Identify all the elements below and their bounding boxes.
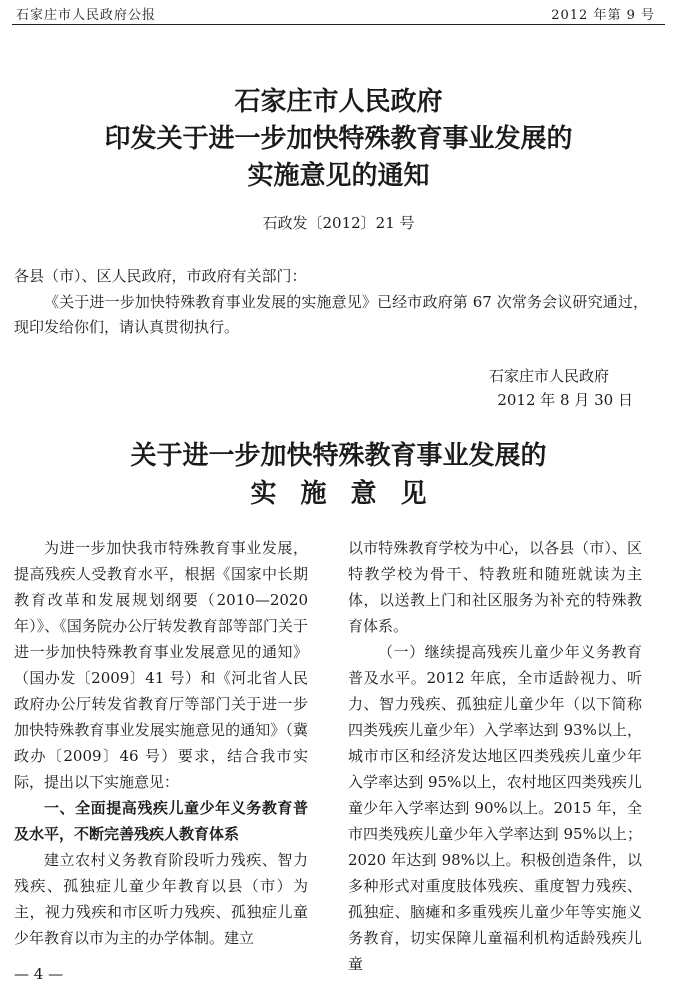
notice-title — [0, 84, 677, 195]
notice-title-line: 实施意见的通知 — [247, 161, 430, 191]
paragraph: 建立农村义务教育阶段听力残疾、智力残疾、孤独症儿童少年教育以县（市）为主，视力残疾和市区听力残疾、孤独症儿童少年教育以市为主的办学体制。建立 — [14, 851, 308, 947]
header-rule — [12, 24, 665, 25]
subsection-heading: （一）继续提高残疾儿童少年义务教育普及水平。 — [348, 643, 642, 687]
section-heading: 一、全面提高残疾儿童少年义务教育普及水平，不断完善残疾人教育体系 — [14, 799, 308, 843]
notice-body: 《关于进一步加快特殊教育事业发展的实施意见》已经市政府第 67 次常务会议研究通过，现印发给你们，请认真贯彻执行。 — [14, 293, 648, 336]
document-number: 石政发〔2012〕21 号 — [262, 214, 415, 232]
paragraph: 以市特殊教育学校为中心，以各县（市）、区特教学校为骨干、特教班和随班就读为主体，以送教上门和社区服务为补充的特殊教育体系。 — [348, 539, 642, 635]
opinion-title — [0, 437, 677, 513]
addressee: 各县（市）、区人民政府，市政府有关部门： — [14, 267, 307, 285]
running-header-issue: 2012 年第 9 号 — [551, 8, 655, 23]
opinion-title-line2: 实施意见 — [250, 479, 451, 509]
column-right — [348, 535, 642, 977]
signature-issuer: 石家庄市人民政府 — [488, 367, 609, 385]
subsection-text: 2012 年底，全市适龄视力、听力、智力残疾、孤独症儿童少年（以下简称四类残疾儿童少年）入学率达到 93%以上，城市市区和经济发达地区四类残疾儿童少年入学率达到 95%以上，农村地区四类残疾儿童少年入学率达到 90%以上。2015 年，全市四类残疾儿童少年入学率达到 95%以上；2020 年达到 98%以上。积极创造条件，以多种形式对重度肢体残疾、重度智力残疾、孤独症、脑瘫和多重残疾儿童少年等实施义务教育，切实保障儿童福利机构适龄残疾儿童 — [348, 669, 642, 973]
signature-date: 2012 年 8 月 30 日 — [497, 391, 633, 409]
opinion-title-line1: 关于进一步加快特殊教育事业发展的 — [130, 441, 547, 471]
notice-title-line: 印发关于进一步加快特殊教育事业发展的 — [104, 124, 573, 154]
intro-paragraph: 为进一步加快我市特殊教育事业发展，提高残疾人受教育水平，根据《国家中长期教育改革和发展规划纲要（2010—2020 年）》、《国务院办公厅转发教育部等部门关于进一步加快特殊教育事业发展意见的通知》（国办发〔2009〕41 号）和《河北省人民政府办公厅转发省教育厅等部门关于进一步加快特殊教育事业发展实施意见的通知》（冀政办〔2009〕46 号）要求，结合我市实际，提出以下实施意见： — [14, 539, 308, 791]
column-left — [14, 535, 308, 951]
notice-title-line: 石家庄市人民政府 — [234, 87, 443, 117]
page-number: — 4 — — [14, 965, 64, 983]
running-header-title: 石家庄市人民政府公报 — [16, 8, 157, 23]
paragraph — [348, 639, 642, 977]
